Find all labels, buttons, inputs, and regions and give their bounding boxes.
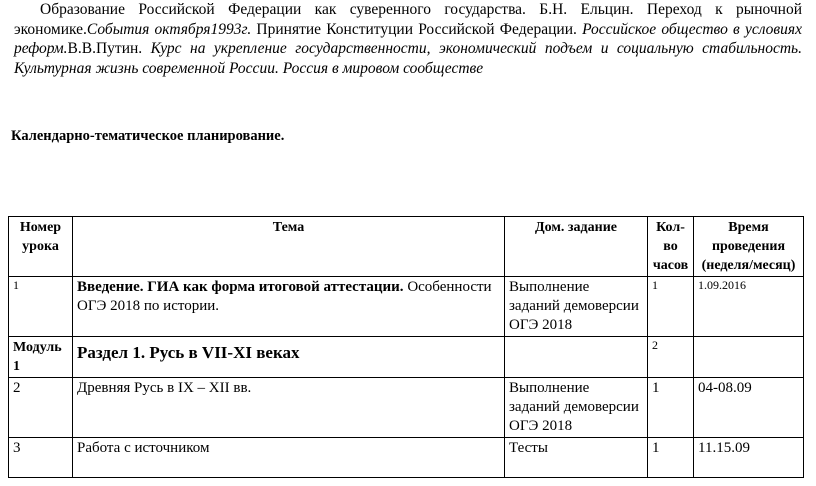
row1-hours: 1 [648,277,694,337]
module-label: Модуль 1 [9,337,73,378]
module-hours: 2 [648,337,694,378]
intro-text-1: Образование Российской Федерации как суверенного государства. Б.Н. Ельцин. Переход к рыночной экономике. [14,1,802,38]
row1-topic [73,277,505,337]
header-time: Время проведения (неделя/месяц) [694,217,804,277]
table-row [9,277,804,337]
header-topic: Тема [73,217,505,277]
row2-homework: Выполнение заданий демоверсии ОГЭ 2018 [505,378,648,438]
row1-homework: Выполнение заданий демоверсии ОГЭ 2018 [505,277,648,337]
row2-topic: Древняя Русь в IX – XII вв. [73,378,505,438]
header-lesson-number: Номер урока [9,217,73,277]
row3-time: 11.15.09 [694,438,804,478]
row3-hours: 1 [648,438,694,478]
table-header-row [9,217,804,277]
header-homework: Дом. задание [505,217,648,277]
intro-text-3: В.В.Путин. [67,40,151,57]
row1-topic-bold: Введение. ГИА как форма итоговой аттестации. [77,279,404,295]
module-row [9,337,804,378]
row1-number: 1 [9,277,73,337]
row2-number: 2 [9,378,73,438]
row1-time: 1.09.2016 [694,277,804,337]
table-row [9,438,804,478]
row3-homework: Тесты [505,438,648,478]
intro-text-2: Принятие Конституции Российской Федерации. [251,20,583,38]
table-row [9,378,804,438]
row2-hours: 1 [648,378,694,438]
intro-italic-2: Российское общество в условиях реформ. [14,20,802,57]
module-homework [505,337,648,378]
intro-italic-3: Курс на укрепление государственности, экономический подъем и социальную стабильность. Культурная жизнь современной России. Россия в мировом сообществе [14,40,802,77]
row1-topic-rest: Особенности ОГЭ 2018 по истории. [77,279,492,314]
header-hours: Кол-во часов [648,217,694,277]
intro-paragraph [14,0,802,78]
section-title: Раздел 1. Русь в VII-XI веках [73,337,505,378]
row3-topic: Работа с источником [73,438,505,478]
intro-italic-1: События октября1993г. [86,20,252,38]
row2-time: 04-08.09 [694,378,804,438]
planning-heading: Календарно-тематическое планирование. [11,128,285,144]
module-time [694,337,804,378]
planning-table [8,216,804,478]
row3-number: 3 [9,438,73,478]
